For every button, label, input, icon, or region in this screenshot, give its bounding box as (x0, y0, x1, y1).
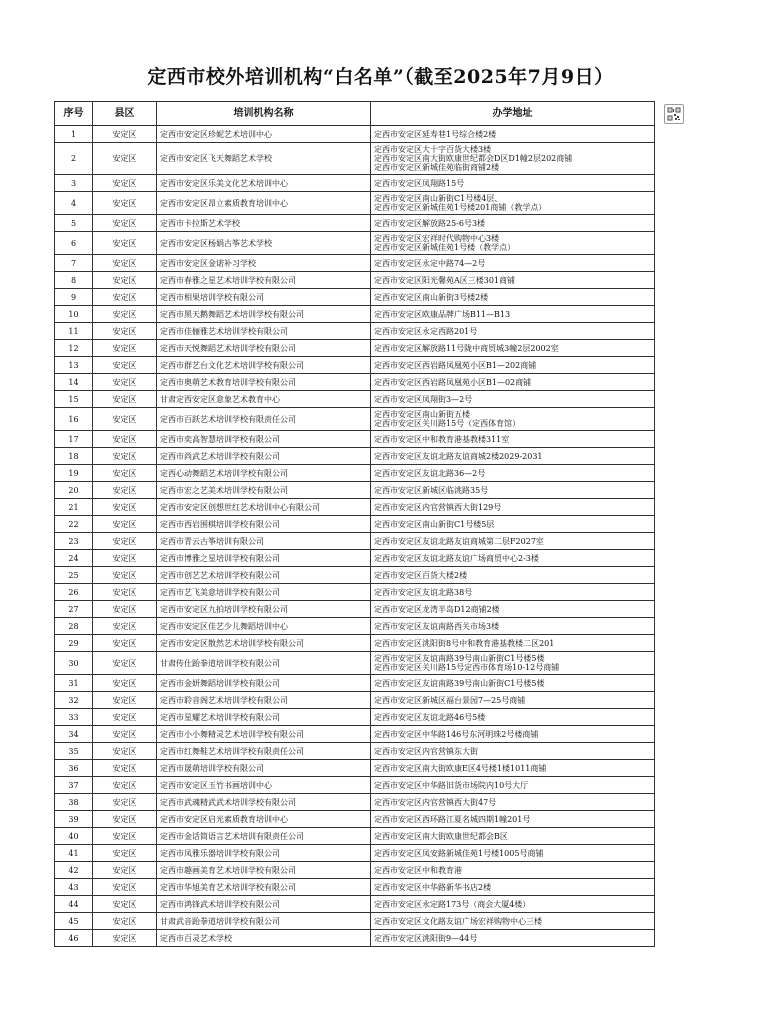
table-row (55, 930, 655, 947)
row-number: 10 (55, 306, 93, 323)
address-line: 定西市安定区友谊北路38号 (374, 587, 473, 597)
row-institution-name: 定西市西岩围棋培训学校有限公司 (157, 516, 371, 533)
address-line: 定西市安定区友谊南路39号南山新街C1号楼5楼 (374, 654, 545, 663)
row-address (371, 794, 655, 811)
row-institution-name: 定西市百跃艺术培训学校有限责任公司 (157, 408, 371, 431)
row-number: 20 (55, 482, 93, 499)
row-address (371, 760, 655, 777)
row-address (371, 465, 655, 482)
address-line: 定西市安定区永定中路74—2号 (374, 258, 486, 268)
row-institution-name: 定西市博雅之星培训学校有限公司 (157, 550, 371, 567)
row-address (371, 357, 655, 374)
table-row (55, 215, 655, 232)
address-line: 定西市安定区西岩路凤凰苑小区B1—202商铺 (374, 360, 537, 370)
row-institution-name: 定西市艺飞美意培训学校有限公司 (157, 584, 371, 601)
table-row (55, 811, 655, 828)
address-line: 定西市安定区洮阳街9—44号 (374, 933, 478, 943)
row-county: 安定区 (93, 272, 157, 289)
row-institution-name: 定西市鸿锋武术培训学校有限公司 (157, 896, 371, 913)
row-institution-name: 定西市小小舞精灵艺术培训学校有限公司 (157, 726, 371, 743)
row-county: 安定区 (93, 408, 157, 431)
table-row (55, 618, 655, 635)
row-number: 21 (55, 499, 93, 516)
address-line: 定西市安定区友谊南路西关市场3楼 (374, 621, 500, 631)
row-number: 23 (55, 533, 93, 550)
row-institution-name: 定西市青云古筝培训有限公司 (157, 533, 371, 550)
address-line: 定西市安定区百货大楼2楼 (374, 570, 468, 580)
row-address (371, 215, 655, 232)
table-row (55, 289, 655, 306)
address-line: 定西市安定区内官营镇东大街 (374, 746, 478, 756)
row-county: 安定区 (93, 255, 157, 272)
row-number: 30 (55, 652, 93, 675)
row-county: 安定区 (93, 879, 157, 896)
row-number: 46 (55, 930, 93, 947)
address-line: 定西市安定区南大街欧康世纪都会B区 (374, 831, 508, 841)
row-number: 40 (55, 828, 93, 845)
row-county: 安定区 (93, 794, 157, 811)
table-row (55, 584, 655, 601)
table-row (55, 743, 655, 760)
row-address (371, 232, 655, 255)
row-county: 安定区 (93, 652, 157, 675)
table-row (55, 175, 655, 192)
row-address (371, 930, 655, 947)
row-number: 12 (55, 340, 93, 357)
row-county: 安定区 (93, 930, 157, 947)
table-row (55, 391, 655, 408)
row-address (371, 743, 655, 760)
row-county: 安定区 (93, 482, 157, 499)
row-institution-name: 定西市安定区昂立素质教育培训中心 (157, 192, 371, 215)
row-institution-name: 定西市金话简语言艺术培训有限责任公司 (157, 828, 371, 845)
row-county: 安定区 (93, 499, 157, 516)
table-row (55, 692, 655, 709)
row-institution-name: 定西市武魂精武武术培训学校有限公司 (157, 794, 371, 811)
table-row (55, 374, 655, 391)
address-line: 定西市安定区新城佳苑1号楼（教学点） (374, 243, 516, 252)
address-line: 定西市安定区中华路旧货市场院内10号大厅 (374, 780, 529, 790)
table-row (55, 431, 655, 448)
row-number: 8 (55, 272, 93, 289)
row-number: 13 (55, 357, 93, 374)
row-county: 安定区 (93, 431, 157, 448)
row-address (371, 374, 655, 391)
table-row (55, 726, 655, 743)
row-address (371, 192, 655, 215)
row-address (371, 323, 655, 340)
row-county: 安定区 (93, 323, 157, 340)
table-row (55, 482, 655, 499)
row-address (371, 777, 655, 794)
address-line: 定西市安定区洮阳街8号中和教育港基教楼二区201 (374, 638, 555, 648)
row-county: 安定区 (93, 192, 157, 215)
row-address (371, 618, 655, 635)
address-line: 定西市安定区新城区临洮路35号 (374, 485, 489, 495)
address-line: 定西市安定区友谊南路39号南山新街C1号楼5楼 (374, 678, 545, 688)
row-address (371, 811, 655, 828)
address-line: 定西市安定区新城佳苑临街商铺2楼 (374, 163, 500, 172)
row-address (371, 726, 655, 743)
row-address (371, 584, 655, 601)
row-address (371, 482, 655, 499)
row-address (371, 692, 655, 709)
header-address: 办学地址 (371, 102, 655, 126)
row-institution-name: 定西市安定区九拍培训学校有限公司 (157, 601, 371, 618)
row-number: 38 (55, 794, 93, 811)
row-address (371, 896, 655, 913)
row-address (371, 391, 655, 408)
table-row (55, 533, 655, 550)
address-line: 定西市安定区大十字百货大楼3楼 (374, 145, 492, 154)
address-line: 定西市安定区宏祥时代购物中心3楼 (374, 234, 500, 243)
row-address (371, 431, 655, 448)
row-address (371, 652, 655, 675)
table-row (55, 896, 655, 913)
row-address (371, 709, 655, 726)
row-county: 安定区 (93, 391, 157, 408)
row-address (371, 675, 655, 692)
row-institution-name: 定西市安定区金诺补习学校 (157, 255, 371, 272)
address-line: 定西市安定区解放路25-6号3楼 (374, 218, 486, 228)
row-number: 22 (55, 516, 93, 533)
row-institution-name: 甘肃武音跆拳道培训学校有限公司 (157, 913, 371, 930)
row-county: 安定区 (93, 175, 157, 192)
row-institution-name: 定西市相果培训学校有限公司 (157, 289, 371, 306)
row-institution-name: 定西市百灵艺术学校 (157, 930, 371, 947)
row-institution-name: 定西市佳俪雅艺术培训学校有限公司 (157, 323, 371, 340)
address-line: 定西市安定区凤翔路15号 (374, 178, 465, 188)
row-number: 29 (55, 635, 93, 652)
row-county: 安定区 (93, 618, 157, 635)
row-institution-name: 定西市安定区创想世红艺术培训中心有限公司 (157, 499, 371, 516)
address-line: 定西市安定区友谊北路46号5楼 (374, 712, 486, 722)
row-number: 5 (55, 215, 93, 232)
row-address (371, 175, 655, 192)
header-no: 序号 (55, 102, 93, 126)
table-row (55, 306, 655, 323)
table-row (55, 255, 655, 272)
row-county: 安定区 (93, 760, 157, 777)
row-institution-name: 定西市春雅之星艺术培训学校有限公司 (157, 272, 371, 289)
row-institution-name: 定西市奥萌艺术教育培训学校有限公司 (157, 374, 371, 391)
row-address (371, 448, 655, 465)
row-institution-name: 定西市卡拉斯艺术学校 (157, 215, 371, 232)
table-row (55, 709, 655, 726)
row-number: 42 (55, 862, 93, 879)
row-institution-name: 定西市安定区散然艺术培训学校有限公司 (157, 635, 371, 652)
row-institution-name: 定西市尚武艺术培训学校有限公司 (157, 448, 371, 465)
row-institution-name: 定西市趣画美育艺术培训学校有限公司 (157, 862, 371, 879)
address-line: 定西市安定区阳光馨苑A区三楼301商铺 (374, 275, 516, 285)
table-row (55, 845, 655, 862)
row-institution-name: 定西市天悦舞蹈艺术培训学校有限公司 (157, 340, 371, 357)
row-institution-name: 甘肃定西安定区意象艺术教育中心 (157, 391, 371, 408)
address-line: 定西市安定区友谊北路36—2号 (374, 468, 486, 478)
row-institution-name: 定西市安定区飞天舞蹈艺术学校 (157, 143, 371, 175)
header-county: 县区 (93, 102, 157, 126)
row-county: 安定区 (93, 126, 157, 143)
row-county: 安定区 (93, 306, 157, 323)
address-line: 定西市安定区凤安路新城佳苑1号楼1005号商铺 (374, 848, 544, 858)
address-line: 定西市安定区关川路15号定西市体育场10-12号商铺 (374, 663, 560, 672)
table-row (55, 567, 655, 584)
row-county: 安定区 (93, 143, 157, 175)
row-number: 36 (55, 760, 93, 777)
row-county: 安定区 (93, 516, 157, 533)
row-number: 16 (55, 408, 93, 431)
row-number: 45 (55, 913, 93, 930)
table-row (55, 760, 655, 777)
address-line: 定西市安定区内官营镇西大街129号 (374, 502, 502, 512)
row-institution-name: 定西市安定区杨娟古筝艺术学校 (157, 232, 371, 255)
row-address (371, 550, 655, 567)
row-institution-name: 定西市黑天鹅舞蹈艺术培训学校有限公司 (157, 306, 371, 323)
row-institution-name: 甘肃传仕跆拳道培训学校有限公司 (157, 652, 371, 675)
row-county: 安定区 (93, 232, 157, 255)
table-header-row (55, 102, 655, 126)
address-line: 定西市安定区文化路友谊广场宏祥购物中心三楼 (374, 916, 542, 926)
row-institution-name: 定西市奕高智慧培训学校有限公司 (157, 431, 371, 448)
row-institution-name: 定西心动舞蹈艺术培训学校有限公司 (157, 465, 371, 482)
address-line: 定西市安定区中华路新华书店2楼 (374, 882, 492, 892)
row-county: 安定区 (93, 215, 157, 232)
page-title: 定西市校外培训机构“白名单”（截至2025年7月9日） (147, 66, 614, 88)
row-address (371, 499, 655, 516)
row-number: 9 (55, 289, 93, 306)
address-line: 定西市安定区永定西路201号 (374, 326, 478, 336)
address-line: 定西市安定区西环路江夏名城四期1幢201号 (374, 814, 531, 824)
table-row (55, 635, 655, 652)
row-institution-name: 定西市金妍舞蹈培训学校有限公司 (157, 675, 371, 692)
row-number: 6 (55, 232, 93, 255)
address-line: 定西市安定区延寿巷1号综合楼2楼 (374, 129, 497, 139)
address-line: 定西市安定区友谊北路友谊商城第二层F2027室 (374, 536, 544, 546)
row-county: 安定区 (93, 601, 157, 618)
row-institution-name: 定西市凤雅乐器培训学校有限公司 (157, 845, 371, 862)
row-number: 18 (55, 448, 93, 465)
row-number: 32 (55, 692, 93, 709)
qr-code-icon[interactable] (664, 104, 684, 124)
row-county: 安定区 (93, 743, 157, 760)
row-number: 1 (55, 126, 93, 143)
row-county: 安定区 (93, 374, 157, 391)
row-county: 安定区 (93, 533, 157, 550)
table-row (55, 652, 655, 675)
row-county: 安定区 (93, 709, 157, 726)
row-address (371, 862, 655, 879)
row-county: 安定区 (93, 675, 157, 692)
row-number: 35 (55, 743, 93, 760)
table-row (55, 879, 655, 896)
row-county: 安定区 (93, 550, 157, 567)
table-row (55, 340, 655, 357)
row-number: 24 (55, 550, 93, 567)
row-institution-name: 定西市聆音阁艺术培训学校有限公司 (157, 692, 371, 709)
row-address (371, 635, 655, 652)
row-address (371, 845, 655, 862)
row-address (371, 533, 655, 550)
row-number: 15 (55, 391, 93, 408)
row-county: 安定区 (93, 777, 157, 794)
row-institution-name: 定西市宏之艺美术培训学校有限公司 (157, 482, 371, 499)
row-number: 14 (55, 374, 93, 391)
address-line: 定西市安定区南山新街C1号楼4层、 (374, 194, 503, 203)
row-county: 安定区 (93, 692, 157, 709)
row-address (371, 828, 655, 845)
row-number: 25 (55, 567, 93, 584)
address-line: 定西市安定区西岩路凤凰苑小区B1—02商铺 (374, 377, 532, 387)
row-number: 34 (55, 726, 93, 743)
row-number: 26 (55, 584, 93, 601)
row-institution-name: 定西市安定区玉竹书画培训中心 (157, 777, 371, 794)
row-institution-name: 定西市安定区佳艺少儿舞蹈培训中心 (157, 618, 371, 635)
row-number: 41 (55, 845, 93, 862)
address-line: 定西市安定区南山新街3号楼2楼 (374, 292, 489, 302)
table-row (55, 357, 655, 374)
table-row (55, 550, 655, 567)
row-institution-name: 定西市安定区珍妮艺术培训中心 (157, 126, 371, 143)
row-number: 28 (55, 618, 93, 635)
row-number: 31 (55, 675, 93, 692)
row-county: 安定区 (93, 896, 157, 913)
row-number: 2 (55, 143, 93, 175)
address-line: 定西市安定区南大街欧康世纪都会D区D1幢2层202商铺 (374, 154, 573, 163)
header-institution-name: 培训机构名称 (157, 102, 371, 126)
row-number: 33 (55, 709, 93, 726)
row-institution-name: 定西市安定区启光素质教育培训中心 (157, 811, 371, 828)
row-institution-name: 定西市华旭美育艺术培训学校有限公司 (157, 879, 371, 896)
address-line: 定西市安定区中华路146号东河明珠2号楼商铺 (374, 729, 539, 739)
table-row (55, 323, 655, 340)
row-address (371, 516, 655, 533)
table-row (55, 272, 655, 289)
address-line: 定西市安定区解放路11号陇中商贸城3幢2层2002室 (374, 343, 559, 353)
table-row (55, 794, 655, 811)
row-address (371, 913, 655, 930)
row-county: 安定区 (93, 913, 157, 930)
address-line: 定西市安定区凤翔街3—2号 (374, 394, 473, 404)
row-county: 安定区 (93, 340, 157, 357)
row-county: 安定区 (93, 862, 157, 879)
row-county: 安定区 (93, 635, 157, 652)
address-line: 定西市安定区中和教育港 (374, 865, 462, 875)
address-line: 定西市安定区新城佳苑1号楼201商铺（教学点） (374, 203, 547, 212)
row-number: 7 (55, 255, 93, 272)
table-row (55, 777, 655, 794)
address-line: 定西市安定区南山新街C1号楼5层 (374, 519, 495, 529)
row-number: 37 (55, 777, 93, 794)
table-row (55, 192, 655, 215)
row-institution-name: 定西市星耀艺术培训学校有限公司 (157, 709, 371, 726)
row-number: 44 (55, 896, 93, 913)
table-row (55, 828, 655, 845)
table-row (55, 862, 655, 879)
whitelist-table (54, 101, 655, 947)
address-line: 定西市安定区龙湾半岛D12商铺2楼 (374, 604, 500, 614)
row-county: 安定区 (93, 726, 157, 743)
address-line: 定西市安定区南大街欧康E区4号楼1楼1011商铺 (374, 763, 547, 773)
row-number: 3 (55, 175, 93, 192)
row-institution-name: 定西市晟萌培训学校有限公司 (157, 760, 371, 777)
row-county: 安定区 (93, 845, 157, 862)
row-institution-name: 定西市群艺台文化艺术培训学校有限公司 (157, 357, 371, 374)
row-county: 安定区 (93, 289, 157, 306)
row-county: 安定区 (93, 567, 157, 584)
row-county: 安定区 (93, 448, 157, 465)
row-address (371, 567, 655, 584)
row-number: 19 (55, 465, 93, 482)
table-row (55, 601, 655, 618)
table-row (55, 448, 655, 465)
address-line: 定西市安定区内官营镇西大街47号 (374, 797, 497, 807)
row-county: 安定区 (93, 357, 157, 374)
row-number: 17 (55, 431, 93, 448)
address-line: 定西市安定区友谊北路友谊广场商贸中心2-3楼 (374, 553, 539, 563)
row-institution-name: 定西市安定区乐美文化艺术培训中心 (157, 175, 371, 192)
row-county: 安定区 (93, 828, 157, 845)
row-number: 43 (55, 879, 93, 896)
table-row (55, 232, 655, 255)
table-body (55, 126, 655, 947)
row-number: 27 (55, 601, 93, 618)
row-address (371, 408, 655, 431)
address-line: 定西市安定区永定路173号（商会大厦4楼） (374, 899, 531, 909)
table-row (55, 143, 655, 175)
row-number: 39 (55, 811, 93, 828)
row-address (371, 306, 655, 323)
row-address (371, 879, 655, 896)
row-county: 安定区 (93, 465, 157, 482)
table-row (55, 465, 655, 482)
row-address (371, 272, 655, 289)
table-row (55, 126, 655, 143)
row-number: 11 (55, 323, 93, 340)
row-county: 安定区 (93, 811, 157, 828)
address-line: 定西市安定区新城区福台景园7—25号商铺 (374, 695, 526, 705)
row-county: 安定区 (93, 584, 157, 601)
table-row (55, 675, 655, 692)
table-row (55, 408, 655, 431)
row-address (371, 289, 655, 306)
address-line: 定西市安定区欧康品牌广场B11—B13 (374, 309, 511, 319)
table-row (55, 499, 655, 516)
row-address (371, 126, 655, 143)
address-line: 定西市安定区友谊北路友谊商城2楼2029-2031 (374, 451, 543, 461)
row-address (371, 601, 655, 618)
address-line: 定西市安定区关川路15号（定西体育馆） (374, 419, 521, 428)
table-row (55, 913, 655, 930)
row-address (371, 143, 655, 175)
row-address (371, 340, 655, 357)
address-line: 定西市安定区南山新街五楼 (374, 410, 470, 419)
row-institution-name: 定西市创艺艺术培训学校有限公司 (157, 567, 371, 584)
address-line: 定西市安定区中和教育港基教楼311室 (374, 434, 510, 444)
row-address (371, 255, 655, 272)
row-number: 4 (55, 192, 93, 215)
table-row (55, 516, 655, 533)
row-institution-name: 定西市红舞鞋艺术培训学校有限责任公司 (157, 743, 371, 760)
